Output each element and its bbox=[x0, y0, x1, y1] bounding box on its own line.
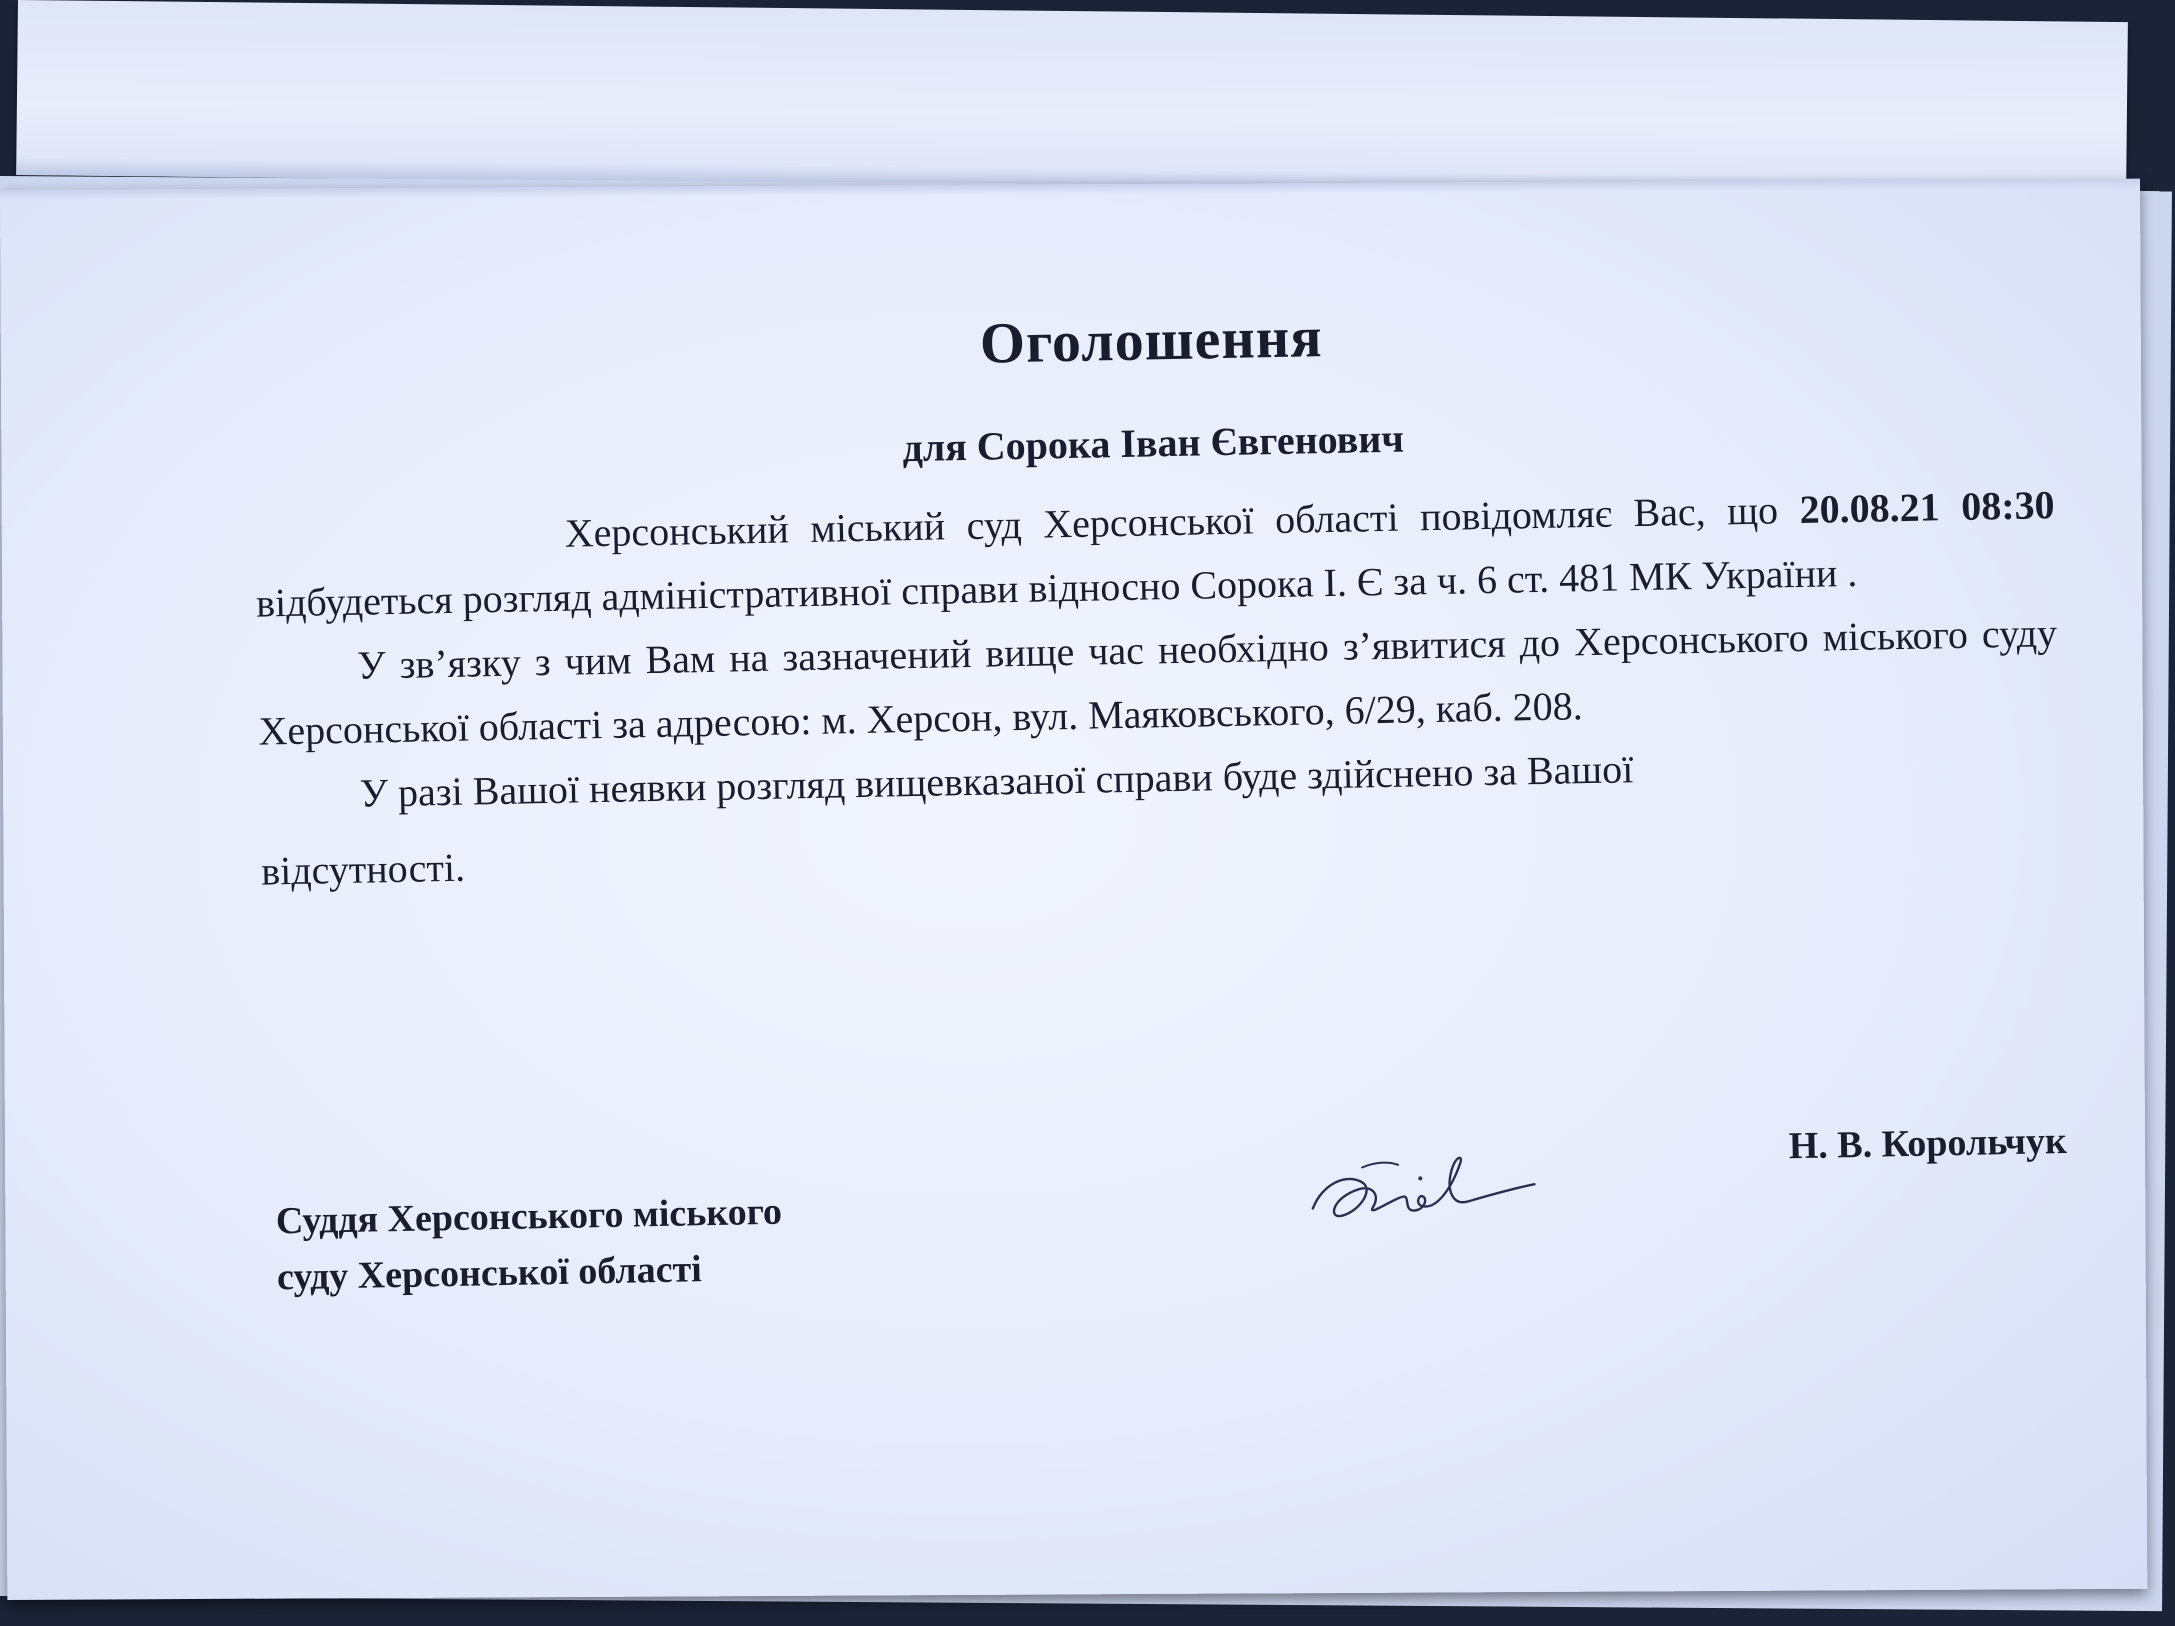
handwritten-signature-icon bbox=[1301, 1124, 1543, 1239]
notice-page bbox=[0, 179, 2147, 1600]
signer-position bbox=[275, 1184, 783, 1306]
notice-title: Оголошення bbox=[979, 304, 1324, 376]
notice-paragraph-3-end: відсутності. bbox=[260, 844, 466, 894]
signer-position-line-2: суду Херсонської області bbox=[276, 1248, 703, 1299]
signer-name: Н. В. Корольчук bbox=[1788, 1119, 2068, 1168]
background-sheet bbox=[16, 0, 2128, 197]
paragraph-1-rest: відбудеться розгляд адміністративної справи відносно Сорока І. Є за ч. 6 ст. 481 МК України . bbox=[255, 549, 1858, 626]
paragraph-1-intro: Херсонський міський суд Херсонської області повідомляє Вас, що bbox=[564, 486, 1801, 556]
signer-position-line-1: Суддя Херсонського міського bbox=[275, 1190, 783, 1243]
notice-paragraph-2: У зв’язку з чим Вам на зазначений вище час необхідно з’явитися до Херсонського міського суду Херсонської області за адресою: м. Херсон, вул. Маяковського, 6/29, каб. 208. bbox=[258, 610, 2058, 754]
notice-recipient: для Сорока Іван Євгенович bbox=[902, 415, 1405, 471]
notice-paragraph-3: У разі Вашої неявки розгляд вищевказаної справи буде здійснено за Вашої bbox=[359, 746, 1634, 816]
hearing-datetime: 20.08.21 08:30 bbox=[1799, 482, 2055, 532]
notice-content bbox=[251, 289, 2068, 1299]
